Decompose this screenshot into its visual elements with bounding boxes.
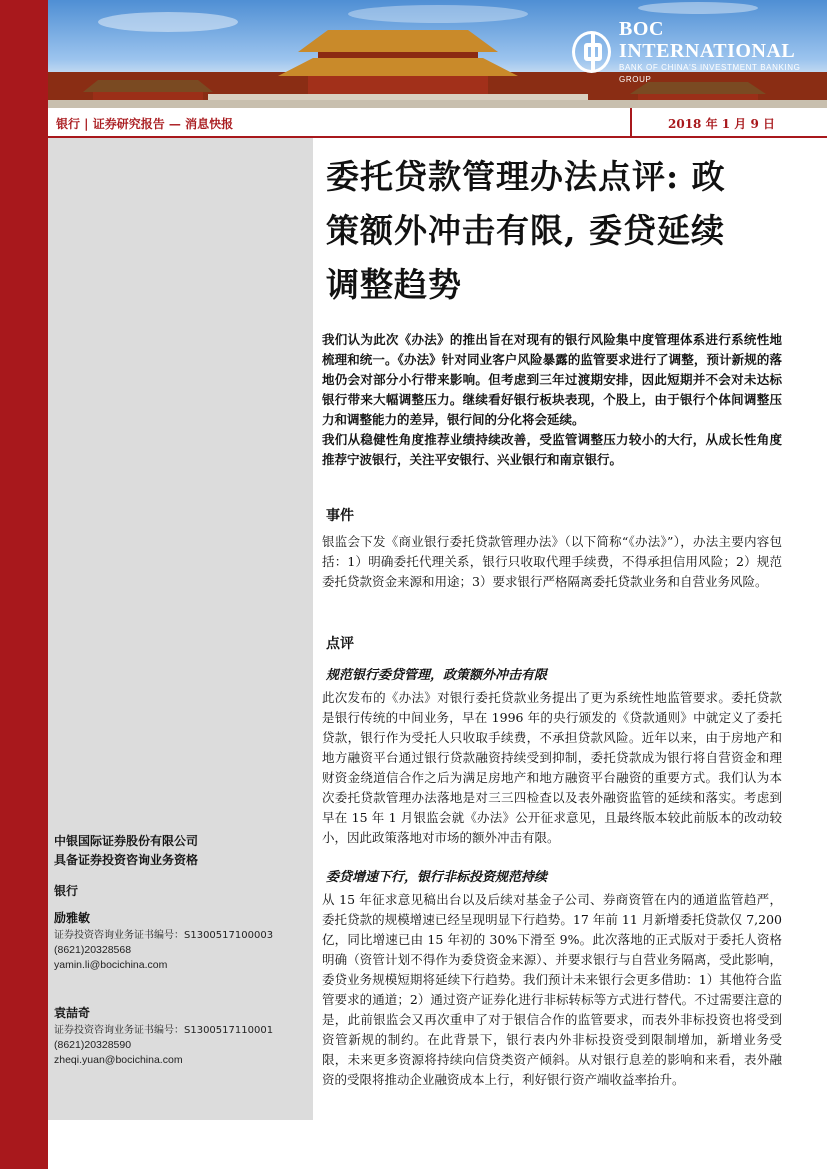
summary-paragraph: 我们认为此次《办法》的推出旨在对现有的银行风险集中度管理体系进行系统性地梳理和统一。《办法》针对同业客户风险暴露的监管要求进行了调整，预计新规的落地仍会对部分小行带来影响。但考虑到三年过渡期安排，因此短期并不会对未达标银行带来大幅调整压力。继续看好银行板块表现，个股上，由于银行个体间调整压力和调整能力的差异，银行间的分化将会延续。 (322, 332, 782, 427)
subsection-body: 从 15 年征求意见稿出台以及后续对基金子公司、券商资管在内的通道监管趋严，委托贷款的规模增速已经呈现明显下行趋势。17 年前 11 月新增委托贷款仅 7,200 亿，同比增速已由 15 年初的 30%下滑至 9%。此次落地的正式版对于委托人资格明确（资管计划不得作为委贷资金来源）、并要求银行与自营业务隔离，受此影响，委贷业务规模短期将延续下行趋势。我们预计未来银行会更多借助：1）其他符合监管要求的通道；2）通过资产证券化进行非标转标等方式进行替代。不过需要注意的是，此前银监会又再次重申了对于银信合作的监管要求，而表外非标投资也将受到资管新规的制约。在此背景下，银行表内外非标投资受到限制增加，新增业务受限，未来更多资源将持续向信贷类资产倾斜。从对银行息差的影响和来看，表外融资的受限将推动企业融资成本上行，利好银行资产端收益率抬升。 (322, 892, 782, 1087)
analyst-card (54, 909, 273, 973)
logo-subtitle: BANK OF CHINA'S INVESTMENT BANKING GROUP (619, 63, 801, 84)
report-title (322, 150, 782, 312)
company-name: 中银国际证券股份有限公司 (54, 834, 199, 848)
title-line: 策额外冲击有限, 委贷延续 (326, 211, 725, 250)
summary (322, 330, 782, 470)
section-title-comment: 点评 (326, 636, 354, 652)
analyst-phone: (8621)20328568 (54, 944, 132, 956)
section-title-event: 事件 (326, 508, 354, 524)
analyst-name: 励雅敏 (54, 911, 91, 925)
report-date: 2018 年 1 月 9 日 (668, 117, 775, 131)
subsection-body: 此次发布的《办法》对银行委托贷款业务提出了更为系统性地监管要求。委托贷款是银行传统的中间业务，早在 1996 年的央行颁发的《贷款通则》中就定义了委托贷款，银行作为受托人只收取手续费，不承担贷款风险。近年以来，由于房地产和地方融资平台通过银行贷款融资持续受到抑制，委托贷款成为银行将自营资金和理财资金绕道信合作之后为满足房地产和地方融资平台融资的重要方式。我们认为本次委托贷款管理办法落地是对三三四检查以及表外融资监管的延续和落实。考虑到早在 15 年 1 月银监会就《办法》公开征求意见，且最终版本较此前版本的改动较小，因此政策落地对市场的额外冲击有限。 (322, 690, 782, 845)
main-content (322, 150, 782, 1087)
qualification: 具备证券投资咨询业务资格 (54, 853, 199, 867)
sector-label: 银行 (54, 884, 79, 898)
sidebar (48, 138, 313, 1120)
analyst-phone: (8621)20328590 (54, 1039, 132, 1051)
boc-logo (572, 18, 827, 86)
analyst-cert: 证券投资咨询业务证书编号：S1300517100003 (54, 930, 274, 941)
analyst-email: yamin.li@bocichina.com (54, 959, 168, 971)
logo-name: BOC INTERNATIONAL (619, 18, 796, 62)
subsection-title: 规范银行委贷管理，政策额外冲击有限 (326, 668, 548, 683)
report-header-bar (48, 108, 827, 138)
title-line: 委托贷款管理办法点评: 政 (326, 157, 726, 196)
analyst-cert: 证券投资咨询业务证书编号：S1300517110001 (54, 1025, 274, 1036)
left-accent-bar (0, 0, 48, 1169)
event-body: 银监会下发《商业银行委托贷款管理办法》（以下简称“《办法》”），办法主要内容包括：1）明确委托代理关系，银行只收取代理手续费，不得承担信用风险；2）规范委托贷款资金来源和用途；3）要求银行严格隔离委托贷款业务和自营业务风险。 (322, 534, 782, 589)
analyst-email: zheqi.yuan@bocichina.com (54, 1054, 183, 1066)
header-banner-image (48, 0, 827, 108)
summary-paragraph: 我们从稳健性角度推荐业绩持续改善，受监管调整压力较小的大行，从成长性角度推荐宁波银行，关注平安银行、兴业银行和南京银行。 (322, 432, 782, 467)
boc-logo-icon (572, 31, 611, 73)
analyst-card (54, 1004, 273, 1068)
analyst-name: 袁喆奇 (54, 1006, 91, 1020)
subsection-title: 委贷增速下行，银行非标投资规范持续 (326, 870, 548, 885)
report-category: 银行 | 证券研究报告 — 消息快报 (56, 117, 234, 131)
header-divider (630, 108, 632, 136)
title-line: 调整趋势 (326, 265, 462, 304)
